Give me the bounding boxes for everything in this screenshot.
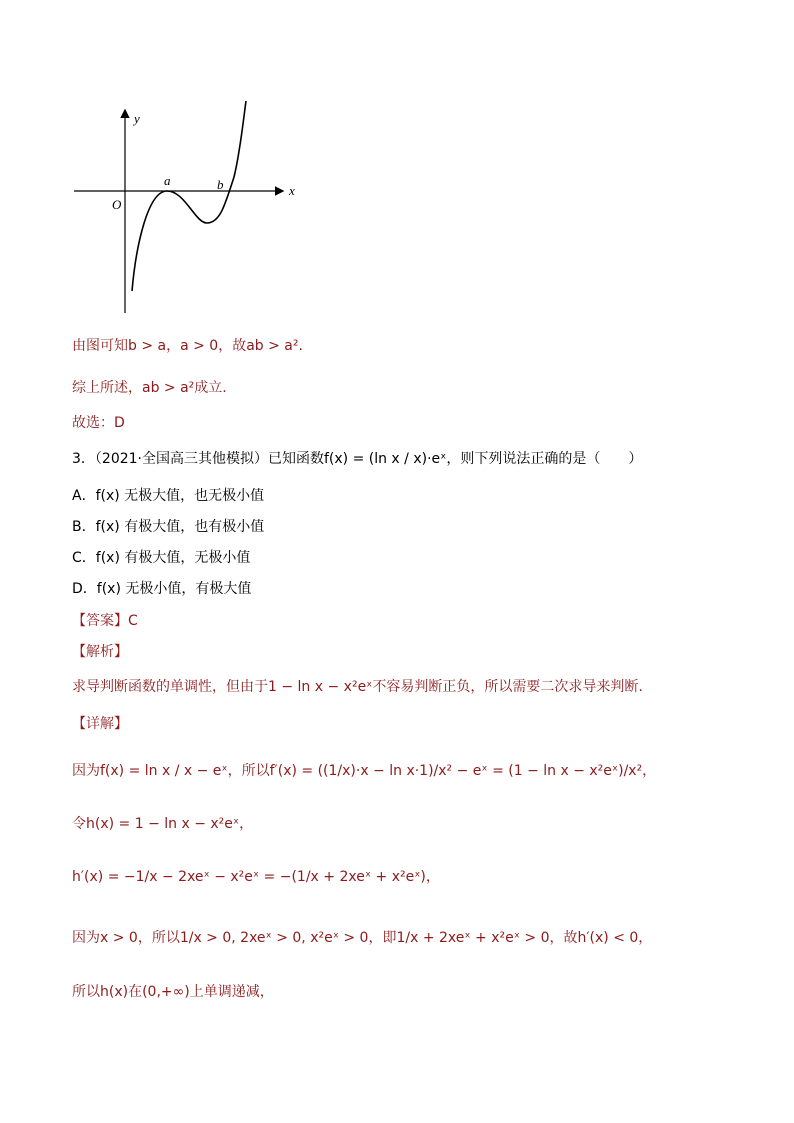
step-1: 因为f(x) = ln x / x − eˣ，所以f′(x) = ((1/x)·x − ln x·1)/x² − eˣ = (1 − ln x − x²eˣ)/x²，: [72, 763, 657, 779]
y-axis-label: y: [134, 111, 140, 126]
question-3-stem: 3．（2021·全国高三其他模拟）已知函数f(x) = (ln x / x)·eˣ，则下列说法正确的是（ ）: [72, 451, 643, 467]
option-a: A．f(x) 无极大值，也无极小值: [72, 488, 265, 504]
analysis-tag: 【解析】: [72, 644, 128, 660]
line-from-graph: 由图可知b > a，a > 0，故ab > a².: [72, 338, 303, 354]
option-d: D．f(x) 无极小值，有极大值: [72, 581, 252, 597]
step-2: 令h(x) = 1 − ln x − x²eˣ，: [72, 816, 254, 832]
line-choice: 故选：D: [72, 415, 125, 431]
answer-tag: 【答案】C: [72, 613, 138, 629]
step-5: 所以h(x)在(0,+∞)上单调递减，: [72, 984, 274, 1000]
option-c: C．f(x) 有极大值，无极小值: [72, 550, 251, 566]
b-label: b: [217, 177, 224, 192]
option-b: B．f(x) 有极大值，也有极小值: [72, 519, 265, 535]
x-axis-label: x: [289, 183, 295, 198]
a-label: a: [164, 173, 171, 188]
line-summary: 综上所述，ab > a²成立.: [72, 380, 227, 396]
step-3: h′(x) = −1/x − 2xeˣ − x²eˣ = −(1/x + 2xeˣ + x²eˣ)，: [72, 869, 440, 885]
detail-tag: 【详解】: [72, 716, 128, 732]
origin-label: O: [112, 197, 122, 212]
analysis-text: 求导判断函数的单调性，但由于1 − ln x − x²eˣ不容易判断正负，所以需要二次求导来判断.: [72, 679, 643, 695]
curve: [132, 101, 246, 291]
function-graph: [70, 95, 310, 320]
step-4: 因为x > 0，所以1/x > 0, 2xeˣ > 0, x²eˣ > 0，即1/x + 2xeˣ + x²eˣ > 0，故h′(x) < 0，: [72, 930, 653, 946]
